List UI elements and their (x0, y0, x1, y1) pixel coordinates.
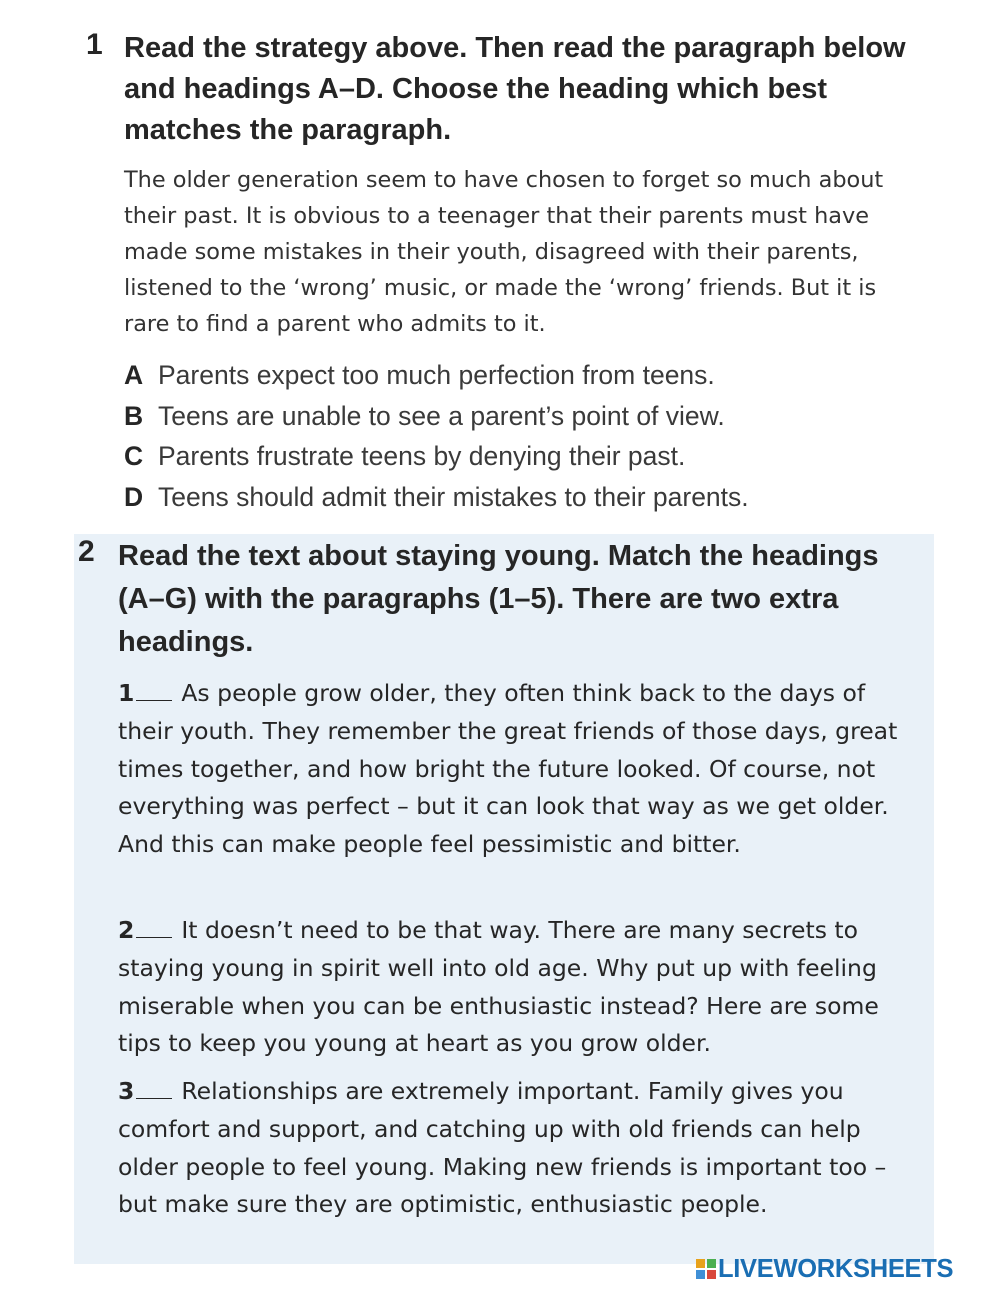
liveworksheets-logo-icon (696, 1259, 716, 1279)
liveworksheets-logo-text: LIVEWORKSHEETS (718, 1254, 954, 1283)
exercise-1-number: 1 (86, 28, 103, 61)
paragraph-text: It doesn’t need to be that way. There are many secrets to staying young in spirit well into old age. Why put up with feeling miserable when you can be enthusiastic instead? Here are some tips to keep you young at heart as you grow older. (118, 916, 879, 1058)
option-letter: D (124, 481, 144, 512)
text-paragraph-1 (118, 675, 918, 864)
text-paragraph-3 (118, 1073, 918, 1224)
option-letter: C (124, 441, 144, 471)
exercise-1-paragraph: The older generation seem to have chosen to forget so much about their past. It is obvious to a teenager that their parents must have made some mistakes in their youth, disagreed with their parents, listened to the ‘wrong’ music, or made the ‘wrong’ friends. But it is rare to find a parent who admits to it. (124, 167, 884, 337)
exercise-1-instruction: Read the strategy above. Then read the paragraph below and headings A–D. Choose the heading which best matches the paragraph. (124, 32, 906, 146)
exercise-2-instruction: Read the text about staying young. Match the headings (A–G) with the paragraphs (1–5). There are two extra headings. (118, 540, 879, 658)
exercise-2-number: 2 (78, 535, 95, 568)
answer-blank-2[interactable] (136, 913, 172, 938)
answer-blank-3[interactable] (136, 1074, 172, 1099)
paragraph-number: 3 (118, 1077, 135, 1105)
heading-option-a[interactable] (124, 355, 914, 396)
option-letter: B (124, 400, 144, 431)
heading-option-c[interactable] (124, 436, 914, 477)
paragraph-number: 1 (118, 679, 135, 707)
heading-option-b[interactable] (124, 396, 914, 437)
option-text: Parents frustrate teens by denying their past. (158, 441, 686, 471)
option-text: Teens should admit their mistakes to their parents. (158, 481, 749, 512)
option-text: Parents expect too much perfection from teens. (158, 360, 715, 390)
text-paragraph-2 (118, 912, 918, 1063)
option-text: Teens are unable to see a parent’s point of view. (158, 400, 725, 431)
paragraph-text: As people grow older, they often think back to the days of their youth. They remember the great friends of those days, great times together, and how bright the future looked. Of course, not everything was perfect – but it can look that way as we get older. And this can make people feel pessimistic and bitter. (118, 679, 898, 859)
heading-options-list (124, 355, 914, 517)
heading-option-d[interactable] (124, 477, 914, 518)
answer-blank-1[interactable] (136, 676, 172, 701)
option-letter: A (124, 360, 144, 390)
paragraph-number: 2 (118, 916, 135, 944)
liveworksheets-logo (696, 1254, 953, 1284)
paragraph-text: Relationships are extremely important. Family gives you comfort and support, and catching up with old friends can help older people to feel young. Making new friends is important too – but make sure they are optimistic, enthusiastic people. (118, 1077, 887, 1219)
